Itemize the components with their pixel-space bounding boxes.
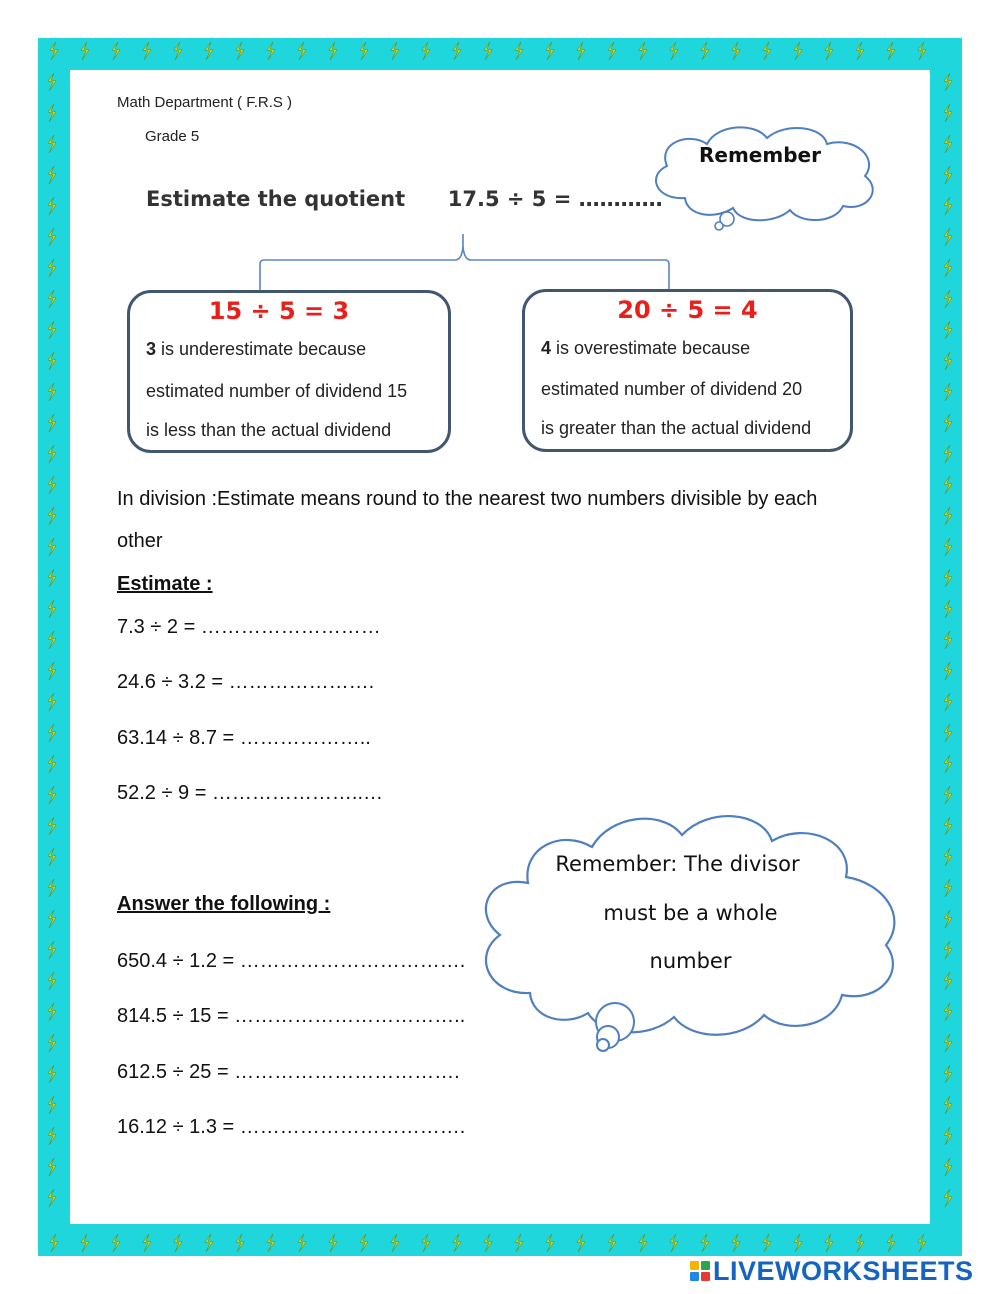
brace-connector bbox=[250, 232, 680, 294]
logo-blocks-icon bbox=[690, 1261, 710, 1281]
lightning-bolt-icon bbox=[944, 1189, 952, 1207]
lightning-bolt-icon bbox=[732, 42, 740, 60]
lightning-bolt-icon bbox=[608, 1234, 616, 1252]
lightning-bolt-icon bbox=[944, 817, 952, 835]
lightning-bolt-icon bbox=[515, 42, 523, 60]
lightning-bolt-icon bbox=[944, 972, 952, 990]
lightning-bolt-icon bbox=[48, 290, 56, 308]
lightning-bolt-icon bbox=[763, 42, 771, 60]
lightning-bolt-icon bbox=[944, 73, 952, 91]
lightning-bolt-icon bbox=[48, 879, 56, 897]
estimate-item-1[interactable]: 7.3 ÷ 2 = ……………………… bbox=[117, 616, 381, 638]
underestimate-line-3: is less than the actual dividend bbox=[146, 420, 392, 440]
lightning-bolt-icon bbox=[174, 1234, 182, 1252]
lightning-bolt-icon bbox=[48, 1189, 56, 1207]
lightning-bolt-icon bbox=[174, 42, 182, 60]
lightning-bolt-icon bbox=[944, 1034, 952, 1052]
definition-line-1: In division :Estimate means round to the nearest two numbers divisible by each bbox=[117, 488, 818, 510]
lightning-bolt-icon bbox=[48, 445, 56, 463]
lightning-bolt-icon bbox=[48, 848, 56, 866]
lightning-bolt-icon bbox=[391, 1234, 399, 1252]
lightning-bolt-icon bbox=[944, 290, 952, 308]
lightning-bolt-icon bbox=[577, 1234, 585, 1252]
answer-item-2[interactable]: 814.5 ÷ 15 = …………………………….. bbox=[117, 1005, 466, 1027]
lightning-bolt-icon bbox=[484, 1234, 492, 1252]
lightning-bolt-icon bbox=[453, 42, 461, 60]
lightning-bolt-icon bbox=[422, 1234, 430, 1252]
lightning-bolt-icon bbox=[298, 1234, 306, 1252]
lightning-bolt-icon bbox=[515, 1234, 523, 1252]
lightning-bolt-icon bbox=[81, 42, 89, 60]
divisor-cloud-line-2: must be a whole bbox=[603, 901, 778, 925]
lightning-bolt-icon bbox=[422, 42, 430, 60]
remember-cloud bbox=[645, 120, 885, 235]
lightning-bolt-icon bbox=[944, 259, 952, 277]
lightning-bolt-icon bbox=[81, 1234, 89, 1252]
lightning-bolt-icon bbox=[48, 817, 56, 835]
lightning-bolt-icon bbox=[360, 1234, 368, 1252]
department-label: Math Department ( F.R.S ) bbox=[117, 94, 293, 111]
lightning-bolt-icon bbox=[48, 786, 56, 804]
lightning-bolt-icon bbox=[48, 724, 56, 742]
lightning-bolt-icon bbox=[48, 693, 56, 711]
remember-label: Remember bbox=[699, 143, 821, 167]
answer-item-3[interactable]: 612.5 ÷ 25 = ……………………………. bbox=[117, 1061, 460, 1083]
lightning-bolt-icon bbox=[48, 972, 56, 990]
lightning-bolt-icon bbox=[944, 476, 952, 494]
lightning-bolt-icon bbox=[944, 414, 952, 432]
lightning-bolt-icon bbox=[143, 1234, 151, 1252]
lightning-bolt-icon bbox=[639, 1234, 647, 1252]
lightning-bolt-icon bbox=[546, 42, 554, 60]
lightning-bolt-icon bbox=[856, 1234, 864, 1252]
lightning-bolt-icon bbox=[48, 1034, 56, 1052]
lightning-bolt-icon bbox=[298, 42, 306, 60]
lightning-bolt-icon bbox=[944, 445, 952, 463]
grade-label: Grade 5 bbox=[145, 128, 200, 145]
lightning-bolt-icon bbox=[48, 1096, 56, 1114]
lightning-bolt-icon bbox=[48, 476, 56, 494]
lightning-bolt-icon bbox=[763, 1234, 771, 1252]
lightning-bolt-icon bbox=[50, 1234, 58, 1252]
liveworksheets-wordmark: LIVEWORKSHEETS bbox=[713, 1255, 974, 1286]
estimate-item-3[interactable]: 63.14 ÷ 8.7 = ……………….. bbox=[117, 727, 371, 749]
divisor-cloud bbox=[470, 805, 910, 1060]
lightning-bolt-icon bbox=[48, 321, 56, 339]
lightning-bolt-icon bbox=[48, 910, 56, 928]
lightning-bolt-icon bbox=[48, 569, 56, 587]
lightning-bolt-icon bbox=[329, 1234, 337, 1252]
lightning-bolt-icon bbox=[944, 848, 952, 866]
estimate-item-2[interactable]: 24.6 ÷ 3.2 = …………………. bbox=[117, 671, 375, 693]
lightning-bolt-icon bbox=[48, 166, 56, 184]
lightning-bolt-icon bbox=[391, 42, 399, 60]
lightning-bolt-icon bbox=[794, 42, 802, 60]
lightning-bolt-icon bbox=[944, 569, 952, 587]
lightning-bolt-icon bbox=[360, 42, 368, 60]
lightning-bolt-icon bbox=[887, 42, 895, 60]
lightning-bolt-icon bbox=[825, 42, 833, 60]
underestimate-number: 3 bbox=[146, 339, 157, 359]
lightning-bolt-icon bbox=[205, 1234, 213, 1252]
lightning-bolt-icon bbox=[112, 1234, 120, 1252]
lightning-bolt-icon bbox=[484, 42, 492, 60]
lightning-bolt-icon bbox=[944, 1158, 952, 1176]
lightning-bolt-icon bbox=[236, 42, 244, 60]
answer-item-4[interactable]: 16.12 ÷ 1.3 = ……………………………. bbox=[117, 1116, 466, 1138]
lightning-bolt-icon bbox=[701, 42, 709, 60]
underestimate-equation: 15 ÷ 5 = 3 bbox=[208, 297, 350, 325]
lightning-bolt-icon bbox=[577, 42, 585, 60]
lightning-bolt-icon bbox=[639, 42, 647, 60]
overestimate-line-3: is greater than the actual dividend bbox=[541, 418, 812, 438]
lightning-bolt-icon bbox=[48, 197, 56, 215]
overestimate-equation: 20 ÷ 5 = 4 bbox=[617, 296, 758, 324]
lightning-bolt-icon bbox=[48, 662, 56, 680]
underestimate-line-2: estimated number of dividend 15 bbox=[146, 381, 408, 401]
estimate-heading: Estimate : bbox=[117, 573, 213, 595]
lightning-bolt-icon bbox=[944, 228, 952, 246]
prompt-expression: 17.5 ÷ 5 = ………… bbox=[447, 187, 663, 211]
lightning-bolt-icon bbox=[50, 42, 58, 60]
lightning-bolt-icon bbox=[48, 383, 56, 401]
lightning-bolt-icon bbox=[48, 228, 56, 246]
lightning-bolt-icon bbox=[546, 1234, 554, 1252]
liveworksheets-logo bbox=[690, 1256, 974, 1286]
lightning-bolt-icon bbox=[944, 786, 952, 804]
lightning-bolt-icon bbox=[48, 73, 56, 91]
divisor-cloud-line-1: Remember: The divisor bbox=[555, 852, 800, 876]
lightning-bolt-icon bbox=[794, 1234, 802, 1252]
lightning-bolt-icon bbox=[944, 166, 952, 184]
lightning-bolt-icon bbox=[944, 693, 952, 711]
lightning-bolt-icon bbox=[944, 538, 952, 556]
lightning-bolt-icon bbox=[701, 1234, 709, 1252]
lightning-bolt-icon bbox=[944, 383, 952, 401]
overestimate-box bbox=[522, 289, 853, 452]
lightning-bolt-icon bbox=[48, 507, 56, 525]
lightning-bolt-icon bbox=[143, 42, 151, 60]
lightning-bolt-icon bbox=[48, 135, 56, 153]
lightning-bolt-icon bbox=[918, 42, 926, 60]
lightning-bolt-icon bbox=[944, 1003, 952, 1021]
lightning-bolt-icon bbox=[670, 42, 678, 60]
lightning-bolt-icon bbox=[112, 42, 120, 60]
lightning-bolt-icon bbox=[48, 352, 56, 370]
lightning-bolt-icon bbox=[48, 414, 56, 432]
lightning-bolt-icon bbox=[944, 321, 952, 339]
lightning-bolt-icon bbox=[329, 42, 337, 60]
lightning-bolt-icon bbox=[944, 631, 952, 649]
lightning-bolt-icon bbox=[48, 259, 56, 277]
answer-item-1[interactable]: 650.4 ÷ 1.2 = ……………………………. bbox=[117, 950, 466, 972]
lightning-bolt-icon bbox=[944, 724, 952, 742]
lightning-bolt-icon bbox=[944, 941, 952, 959]
lightning-bolt-icon bbox=[944, 1096, 952, 1114]
overestimate-line-2: estimated number of dividend 20 bbox=[541, 379, 803, 399]
lightning-bolt-icon bbox=[918, 1234, 926, 1252]
lightning-bolt-icon bbox=[48, 755, 56, 773]
definition-line-2: other bbox=[117, 530, 163, 552]
lightning-bolt-icon bbox=[944, 879, 952, 897]
lightning-bolt-icon bbox=[887, 1234, 895, 1252]
prompt-prefix: Estimate the quotient bbox=[146, 187, 406, 211]
lightning-bolt-icon bbox=[48, 941, 56, 959]
lightning-bolt-icon bbox=[944, 135, 952, 153]
overestimate-line-1: 4 is overestimate because bbox=[541, 338, 751, 358]
lightning-bolt-icon bbox=[944, 755, 952, 773]
lightning-bolt-icon bbox=[944, 1065, 952, 1083]
underestimate-box bbox=[127, 290, 451, 453]
estimate-quotient-prompt bbox=[146, 187, 663, 211]
lightning-bolt-icon bbox=[453, 1234, 461, 1252]
lightning-bolt-icon bbox=[48, 1127, 56, 1145]
lightning-bolt-icon bbox=[608, 42, 616, 60]
lightning-bolt-icon bbox=[236, 1234, 244, 1252]
lightning-bolt-icon bbox=[48, 104, 56, 122]
lightning-bolt-icon bbox=[48, 600, 56, 618]
lightning-bolt-icon bbox=[48, 631, 56, 649]
lightning-bolt-icon bbox=[205, 42, 213, 60]
lightning-bolt-icon bbox=[856, 42, 864, 60]
lightning-bolt-icon bbox=[944, 910, 952, 928]
lightning-bolt-icon bbox=[267, 42, 275, 60]
divisor-cloud-line-3: number bbox=[649, 949, 732, 973]
lightning-bolt-icon bbox=[732, 1234, 740, 1252]
lightning-bolt-icon bbox=[670, 1234, 678, 1252]
lightning-bolt-icon bbox=[48, 538, 56, 556]
lightning-bolt-icon bbox=[944, 662, 952, 680]
lightning-bolt-icon bbox=[944, 197, 952, 215]
lightning-bolt-icon bbox=[944, 104, 952, 122]
lightning-bolt-icon bbox=[944, 352, 952, 370]
lightning-bolt-icon bbox=[48, 1065, 56, 1083]
overestimate-number: 4 bbox=[541, 338, 552, 358]
lightning-bolt-icon bbox=[944, 600, 952, 618]
underestimate-line-1: 3 is underestimate because bbox=[146, 339, 367, 359]
lightning-bolt-icon bbox=[48, 1003, 56, 1021]
lightning-bolt-icon bbox=[48, 1158, 56, 1176]
lightning-bolt-icon bbox=[825, 1234, 833, 1252]
lightning-bolt-icon bbox=[267, 1234, 275, 1252]
lightning-bolt-icon bbox=[944, 507, 952, 525]
lightning-bolt-icon bbox=[944, 1127, 952, 1145]
answer-heading: Answer the following : bbox=[117, 893, 331, 915]
estimate-item-4[interactable]: 52.2 ÷ 9 = …………………..… bbox=[117, 782, 384, 804]
